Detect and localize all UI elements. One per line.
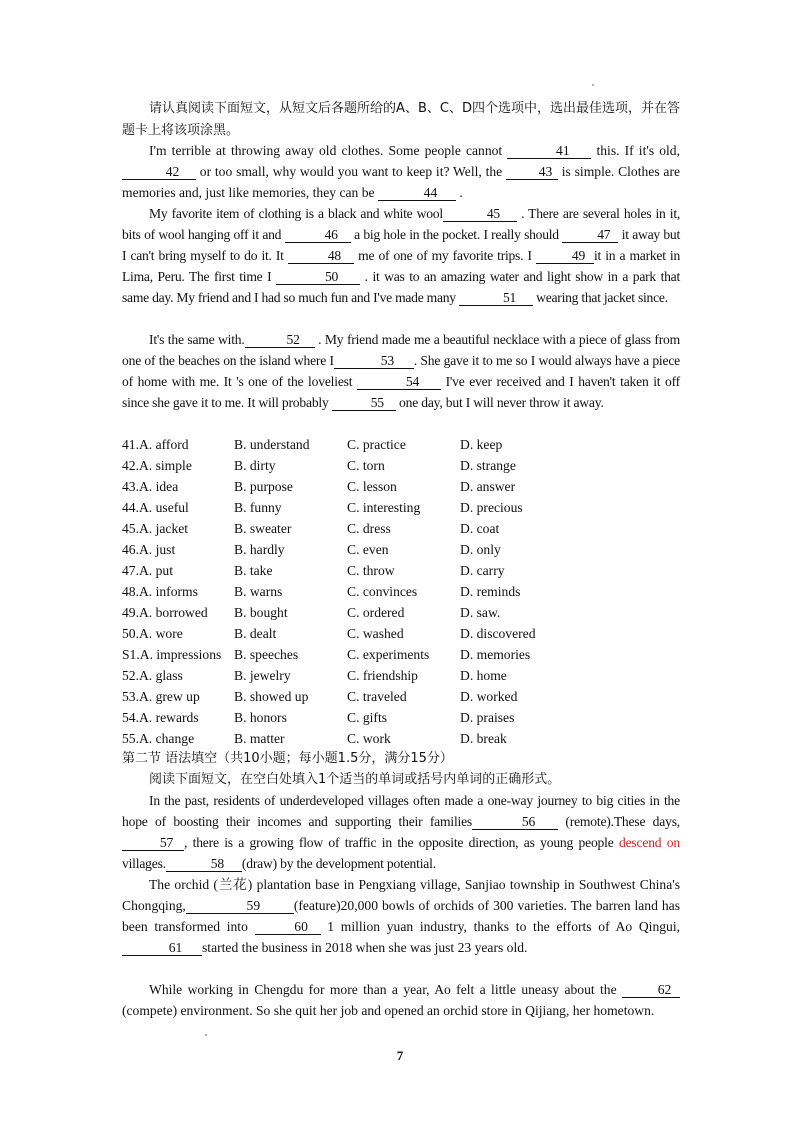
blank-45: 45	[443, 206, 517, 222]
option-c: C. even	[347, 542, 389, 557]
blank-54: 54	[357, 374, 441, 390]
text-run: (feature)20,000 bowls of orchids of 300 varieties. The barren land has been transformed into	[122, 898, 680, 934]
blank-58: 58	[166, 856, 242, 872]
text-run: villages.	[122, 856, 166, 871]
option-row	[122, 728, 682, 749]
blank-52: 52	[245, 332, 315, 348]
option-b: B. bought	[234, 605, 288, 620]
blank-41: 41	[507, 143, 591, 159]
text-run: started the business in 2018 when she was just 23 years old.	[202, 940, 528, 955]
text-run: me of one of my favorite trips. I	[353, 248, 536, 263]
option-d: D. reminds	[460, 584, 521, 599]
option-a: 55.A. change	[122, 731, 195, 746]
option-a: 50.A. wore	[122, 626, 183, 641]
text-run: While working in Chengdu for more than a year, Ao felt a little uneasy about the	[149, 982, 622, 997]
option-c: C. throw	[347, 563, 395, 578]
text-run: a big hole in the pocket. I really should	[350, 227, 563, 242]
option-b: B. dealt	[234, 626, 277, 641]
option-d: D. precious	[460, 500, 523, 515]
blank-49: 49	[536, 248, 594, 264]
option-c: C. lesson	[347, 479, 397, 494]
passage-paragraph-3	[122, 329, 680, 413]
grammar-paragraph-1	[122, 790, 680, 874]
text-run: this. If it's old,	[591, 143, 680, 158]
option-d: D. saw.	[460, 605, 501, 620]
option-d: D. memories	[460, 647, 531, 662]
blank-61: 61	[122, 940, 202, 956]
option-c: C. gifts	[347, 710, 388, 725]
option-row	[122, 539, 682, 560]
option-b: B. purpose	[234, 479, 293, 494]
option-b: B. jewelry	[234, 668, 291, 683]
option-a: 42.A. simple	[122, 458, 192, 473]
option-row	[122, 665, 682, 686]
text-run: . My friend made me a beautiful necklace with a piece of glass from one of the beaches on the island where I	[122, 332, 680, 368]
text-run: The orchid (兰花) plantation base in Pengxiang village, Sanjiao township in Southwest China's Chongqing,	[122, 877, 680, 913]
option-a: 49.A. borrowed	[122, 605, 208, 620]
scan-speck	[592, 84, 594, 86]
blank-57: 57	[122, 835, 184, 851]
text-run: wearing that jacket since.	[533, 290, 668, 305]
option-c: C. torn	[347, 458, 385, 473]
option-d: D. discovered	[460, 626, 536, 641]
option-a: 41.A. afford	[122, 437, 189, 452]
option-a: 45.A. jacket	[122, 521, 189, 536]
option-d: D. answer	[460, 479, 516, 494]
option-b: B. hardly	[234, 542, 285, 557]
blank-42: 42	[122, 164, 196, 180]
option-c: C. dress	[347, 521, 391, 536]
option-a: 48.A. informs	[122, 584, 198, 599]
option-c: C. experiments	[347, 647, 430, 662]
option-c: C. interesting	[347, 500, 421, 515]
option-b: B. honors	[234, 710, 287, 725]
option-d: D. keep	[460, 437, 503, 452]
highlighted-phrase: descend on	[619, 835, 680, 850]
text-run: (draw) by the development potential.	[241, 856, 436, 871]
option-b: B. matter	[234, 731, 285, 746]
text-run: it away but I can't bring myself to do it. It	[122, 227, 680, 263]
text-run: .	[455, 185, 463, 200]
option-b: B. dirty	[234, 458, 276, 473]
option-row	[122, 455, 682, 476]
text-run: I've ever received and I haven't taken it off since she gave it to me. It will probably	[122, 374, 680, 410]
option-a: 53.A. grew up	[122, 689, 200, 704]
text-run: , there is a growing flow of traffic in the opposite direction, as young people	[184, 835, 619, 850]
text-run: (remote).These days,	[558, 814, 680, 829]
blank-59: 59	[186, 898, 294, 914]
reading-instruction: 请认真阅读下面短文，从短文后各题所给的A、B、C、D四个选项中，选出最佳选项，并在答题卡上将该项涂黑。	[122, 101, 680, 138]
text-run: . There are several holes in it, bits of wool hanging off it and	[122, 206, 680, 242]
option-d: D. coat	[460, 521, 500, 536]
blank-55: 55	[332, 395, 396, 411]
passage-paragraph-2	[122, 203, 680, 308]
blank-51: 51	[459, 290, 533, 306]
option-a: 46.A. just	[122, 542, 176, 557]
text-run: In the past, residents of underdeveloped villages often made a one-way journey to big cities in the hope of boosting their incomes and supporting their families	[122, 793, 680, 829]
section-instruction: 阅读下面短文，在空白处填入1个适当的单词或括号内单词的正确形式。	[149, 772, 561, 787]
option-c: C. practice	[347, 437, 406, 452]
option-d: D. worked	[460, 689, 518, 704]
text-run: I'm terrible at throwing away old clothes. Some people cannot	[149, 143, 508, 158]
option-d: D. strange	[460, 458, 516, 473]
text-run: It's the same with.	[149, 332, 245, 347]
option-a: 54.A. rewards	[122, 710, 199, 725]
option-a: 44.A. useful	[122, 500, 189, 515]
text-run: . She gave it to me so I would always have a piece of home with me. It 's one of the loveliest	[122, 353, 680, 389]
option-c: C. ordered	[347, 605, 405, 620]
option-a: 47.A. put	[122, 563, 173, 578]
option-b: B. speeches	[234, 647, 299, 662]
option-b: B. warns	[234, 584, 283, 599]
option-row	[122, 497, 682, 518]
option-row	[122, 686, 682, 707]
option-a: S1.A. impressions	[122, 647, 222, 662]
option-b: B. understand	[234, 437, 310, 452]
option-b: B. showed up	[234, 689, 309, 704]
text-run: it in a market in Lima, Peru. The first time I	[122, 248, 681, 284]
grammar-paragraph-2	[122, 874, 680, 958]
option-c: C. traveled	[347, 689, 407, 704]
text-run: . it was to an amazing water and light show in a park that same day. My friend and I had so much fun and I've made many	[122, 269, 680, 305]
option-b: B. sweater	[234, 521, 292, 536]
blank-50: 50	[276, 269, 360, 285]
option-a: 43.A. idea	[122, 479, 179, 494]
text-run: one day, but I will never throw it away.	[395, 395, 604, 410]
option-c: C. friendship	[347, 668, 418, 683]
blank-47: 47	[562, 227, 618, 243]
page-number: 7	[396, 1048, 404, 1063]
option-row	[122, 476, 682, 497]
text-run: or too small, why would you want to keep it? Well, the	[196, 164, 506, 179]
option-d: D. only	[460, 542, 501, 557]
option-row	[122, 602, 682, 623]
option-row	[122, 434, 682, 455]
blank-53: 53	[334, 353, 414, 369]
option-row	[122, 581, 682, 602]
grammar-paragraph-3	[122, 979, 680, 1021]
option-c: C. washed	[347, 626, 404, 641]
option-row	[122, 707, 682, 728]
option-c: C. work	[347, 731, 391, 746]
option-b: B. funny	[234, 500, 282, 515]
option-d: D. home	[460, 668, 507, 683]
section-heading: 第二节 语法填空（共10小题；每小题1.5分，满分15分）	[122, 751, 453, 766]
options-list	[122, 434, 682, 749]
option-a: 52.A. glass	[122, 668, 183, 683]
passage-paragraph-1	[122, 140, 680, 203]
option-c: C. convinces	[347, 584, 418, 599]
option-d: D. break	[460, 731, 507, 746]
option-d: D. carry	[460, 563, 505, 578]
option-row	[122, 560, 682, 581]
text-run: My favorite item of clothing is a black and white wool	[149, 206, 443, 221]
blank-48: 48	[288, 248, 354, 264]
option-row	[122, 518, 682, 539]
blank-60: 60	[255, 919, 321, 935]
option-d: D. praises	[460, 710, 515, 725]
option-row	[122, 623, 682, 644]
option-b: B. take	[234, 563, 273, 578]
scan-speck	[205, 1034, 207, 1036]
text-run: 1 million yuan industry, thanks to the efforts of Ao Qingui,	[320, 919, 681, 934]
text-run: is simple. Clothes are memories and, just like memories, they can be	[122, 164, 681, 200]
blank-46: 46	[285, 227, 351, 243]
blank-62: 62	[622, 982, 680, 998]
blank-43: 43	[506, 164, 558, 180]
blank-56: 56	[472, 814, 558, 830]
option-row	[122, 644, 682, 665]
blank-44: 44	[378, 185, 456, 201]
text-run: (compete) environment. So she quit her job and opened an orchid store in Qijiang, her hometown.	[122, 1003, 655, 1018]
